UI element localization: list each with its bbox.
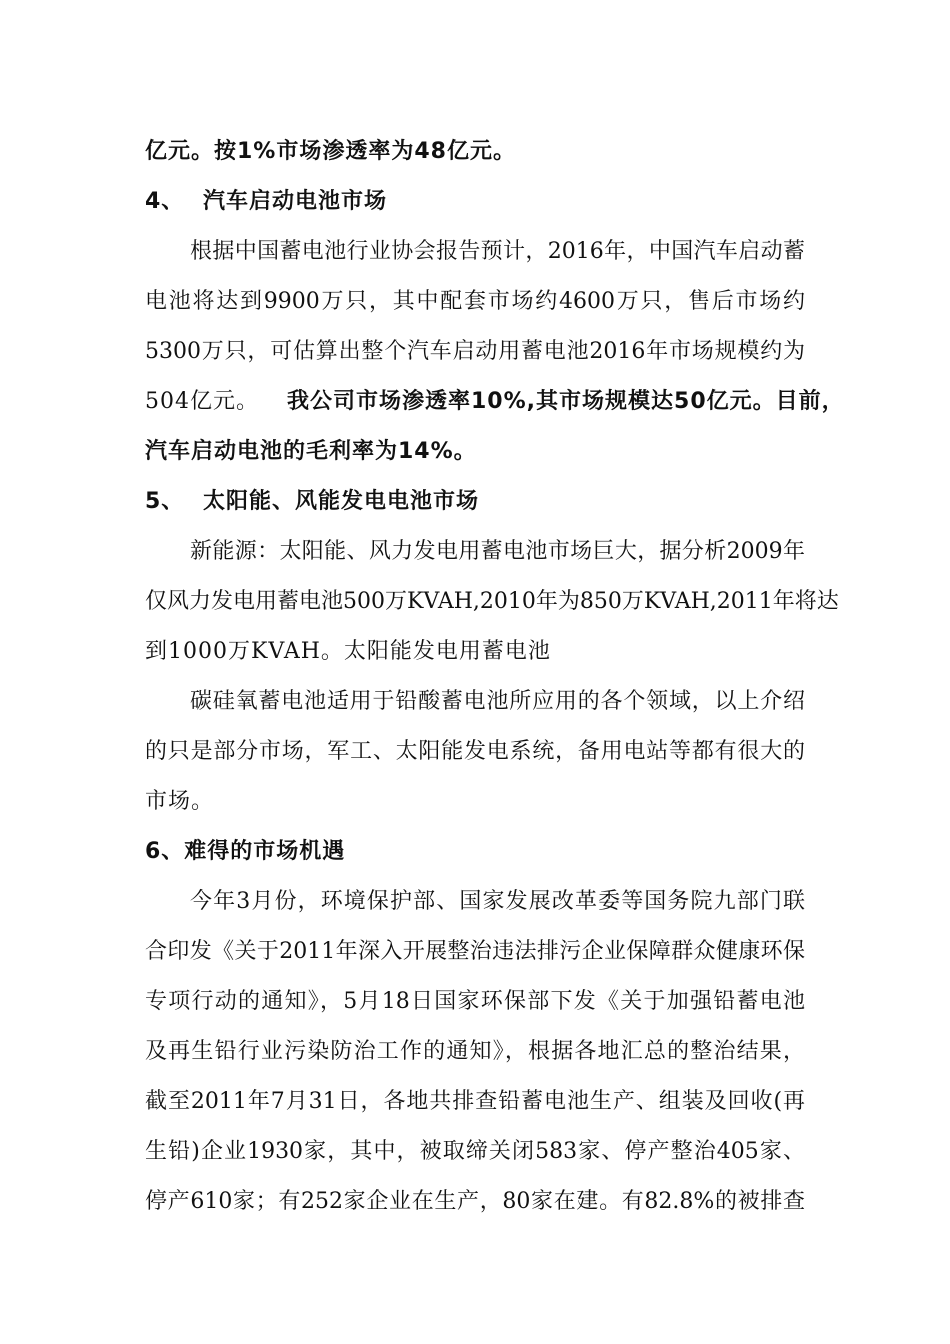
section-number: 4、 bbox=[145, 189, 185, 214]
bold-highlight: 我公司市场渗透率10%,其市场规模达50亿元。目前， bbox=[287, 389, 845, 414]
section-heading-5 bbox=[145, 486, 805, 518]
paragraph-line: 电池将达到9900万只，其中配套市场约4600万只，售后市场约 bbox=[145, 289, 805, 314]
paragraph-line: 市场。 bbox=[145, 789, 215, 814]
section-title: 太阳能、风能发电电池市场 bbox=[203, 489, 480, 514]
paragraph-line: 合印发《关于2011年深入开展整治违法排污企业保障群众健康环保 bbox=[145, 939, 805, 964]
bold-highlight: 汽车启动电池的毛利率为14%。 bbox=[145, 439, 477, 464]
continuation-line: 亿元。按1%市场渗透率为48亿元。 bbox=[145, 139, 516, 164]
paragraph-line bbox=[145, 386, 845, 418]
paragraph-line: 根据中国蓄电池行业协会报告预计，2016年，中国汽车启动蓄 bbox=[190, 239, 805, 264]
paragraph-line: 停产610家；有252家企业在生产，80家在建。有82.8%的被排查 bbox=[145, 1189, 805, 1214]
section-title: 汽车启动电池市场 bbox=[203, 189, 388, 214]
paragraph-line: 仅风力发电用蓄电池500万KVAH,2010年为850万KVAH,2011年将达 bbox=[145, 589, 839, 614]
paragraph-line: 截至2011年7月31日，各地共排查铅蓄电池生产、组装及回收(再 bbox=[145, 1089, 805, 1114]
paragraph-text: 504亿元。 bbox=[145, 389, 259, 414]
section-heading-4 bbox=[145, 186, 805, 218]
paragraph-line: 今年3月份，环境保护部、国家发展改革委等国务院九部门联 bbox=[190, 889, 805, 914]
paragraph-line: 5300万只，可估算出整个汽车启动用蓄电池2016年市场规模约为 bbox=[145, 339, 805, 364]
paragraph-line: 及再生铅行业污染防治工作的通知》，根据各地汇总的整治结果， bbox=[145, 1039, 805, 1064]
paragraph-line: 新能源：太阳能、风力发电用蓄电池市场巨大，据分析2009年 bbox=[190, 539, 805, 564]
paragraph-line: 碳硅氧蓄电池适用于铅酸蓄电池所应用的各个领域，以上介绍 bbox=[190, 689, 805, 714]
paragraph-line: 生铅)企业1930家，其中，被取缔关闭583家、停产整治405家、 bbox=[145, 1139, 805, 1164]
paragraph-line: 专项行动的通知》，5月18日国家环保部下发《关于加强铅蓄电池 bbox=[145, 989, 805, 1014]
section-number: 5、 bbox=[145, 489, 185, 514]
paragraph-line: 的只是部分市场，军工、太阳能发电系统，备用电站等都有很大的 bbox=[145, 739, 805, 764]
paragraph-line: 到1000万KVAH。太阳能发电用蓄电池 bbox=[145, 639, 551, 664]
section-heading-6: 6、难得的市场机遇 bbox=[145, 839, 346, 864]
